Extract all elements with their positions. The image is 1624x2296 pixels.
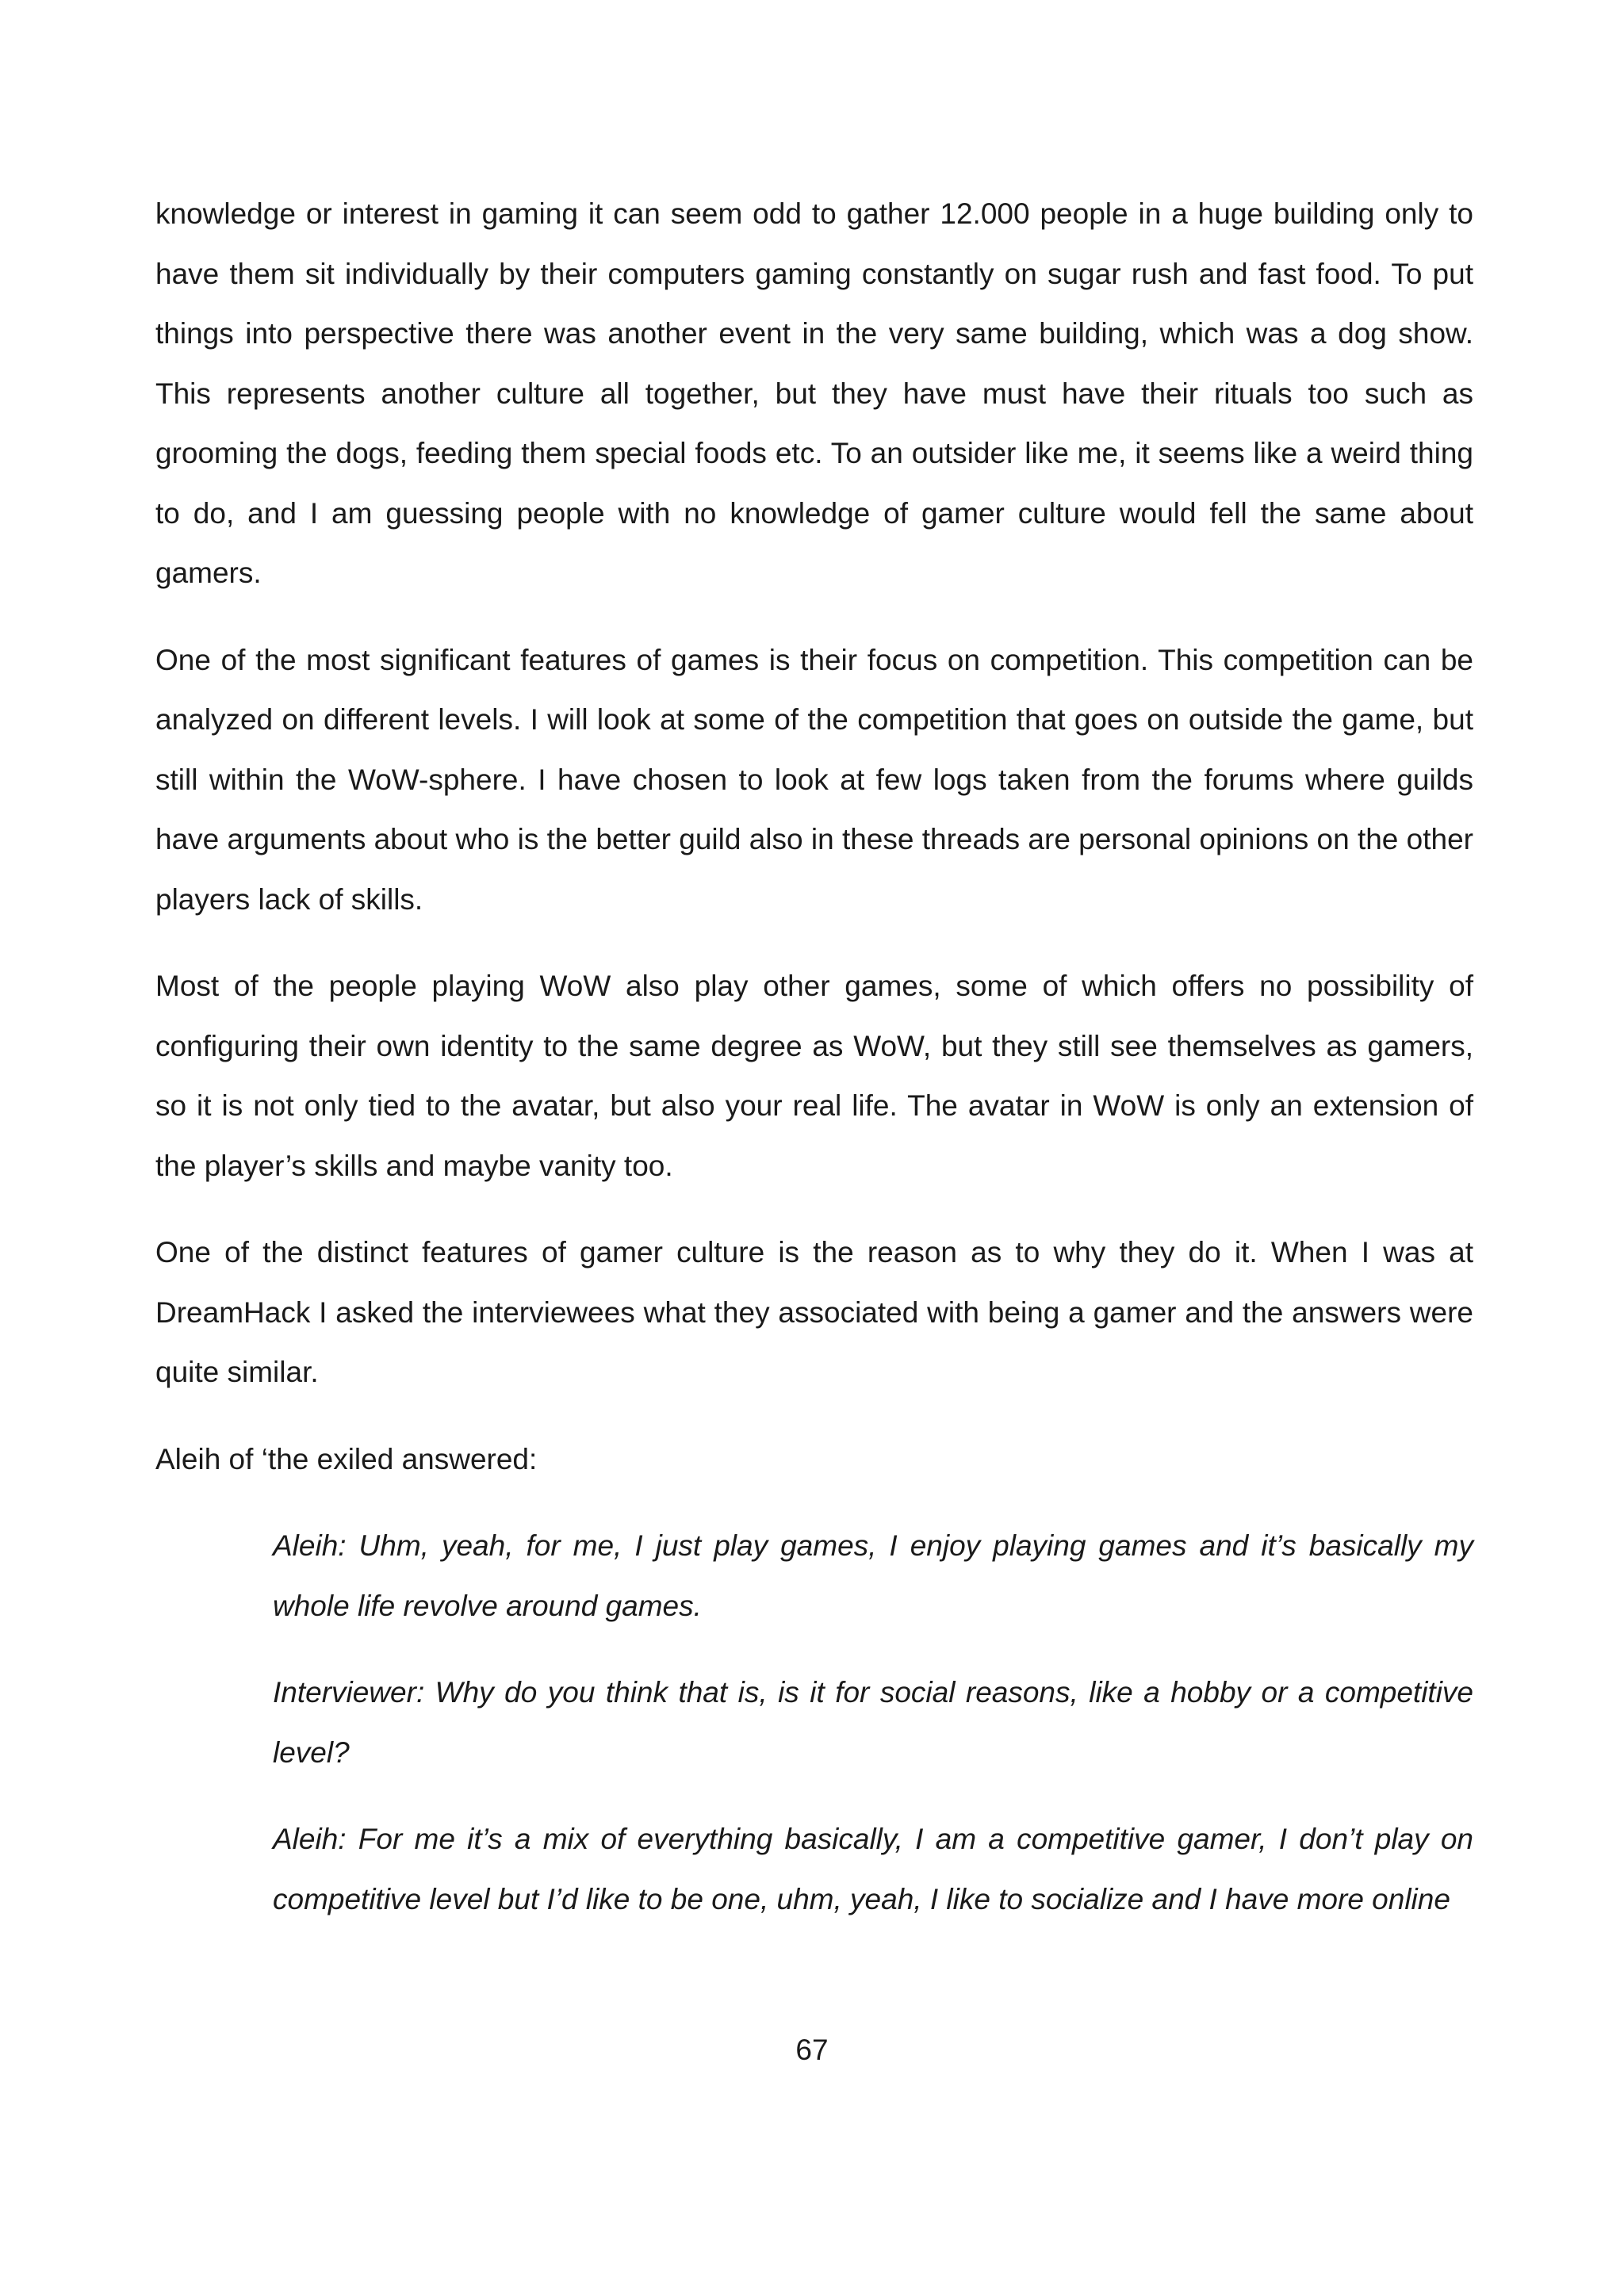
page-body [155,184,1473,1956]
body-paragraph-3: Most of the people playing WoW also play other games, some of which offers no possibility of configuring their own identity to the same degree as WoW, but they still see themselves as gamers, so it is not only tied to the avatar, but also your real life. The avatar in WoW is only an extension of the player’s skills and maybe vanity too. [155,970,1473,1182]
interview-quote-3: Aleih: For me it’s a mix of everything basically, I am a competitive gamer, I don’t play on competitive level but I’d like to be one, uhm, yeah, I like to socialize and I have more online [273,1823,1473,1915]
interview-quote-2: Interviewer: Why do you think that is, is it for social reasons, like a hobby or a competitive level? [273,1676,1473,1769]
interview-quote-1: Aleih: Uhm, yeah, for me, I just play games, I enjoy playing games and it’s basically my whole life revolve around games. [273,1529,1473,1622]
interview-intro: Aleih of ‘the exiled answered: [155,1442,538,1475]
body-paragraph-1: knowledge or interest in gaming it can seem odd to gather 12.000 people in a huge building only to have them sit individually by their computers gaming constantly on sugar rush and fast food. To put things into perspective there was another event in the very same building, which was a dog show. This represents another culture all together, but they have must have their rituals too such as grooming the dogs, feeding them special foods etc. To an outsider like me, it seems like a weird thing to do, and I am guessing people with no knowledge of gamer culture would fell the same about gamers. [155,197,1473,589]
body-paragraph-2: One of the most significant features of games is their focus on competition. This competition can be analyzed on different levels. I will look at some of the competition that goes on outside the game, but still within the WoW-sphere. I have chosen to look at few logs taken from the forums where guilds have arguments about who is the better guild also in these threads are personal opinions on the other players lack of skills. [155,643,1473,916]
page-number: 67 [795,2034,829,2066]
body-paragraph-4: One of the distinct features of gamer culture is the reason as to why they do it. When I was at DreamHack I asked the interviewees what they associated with being a gamer and the answers were quite similar. [155,1236,1473,1388]
